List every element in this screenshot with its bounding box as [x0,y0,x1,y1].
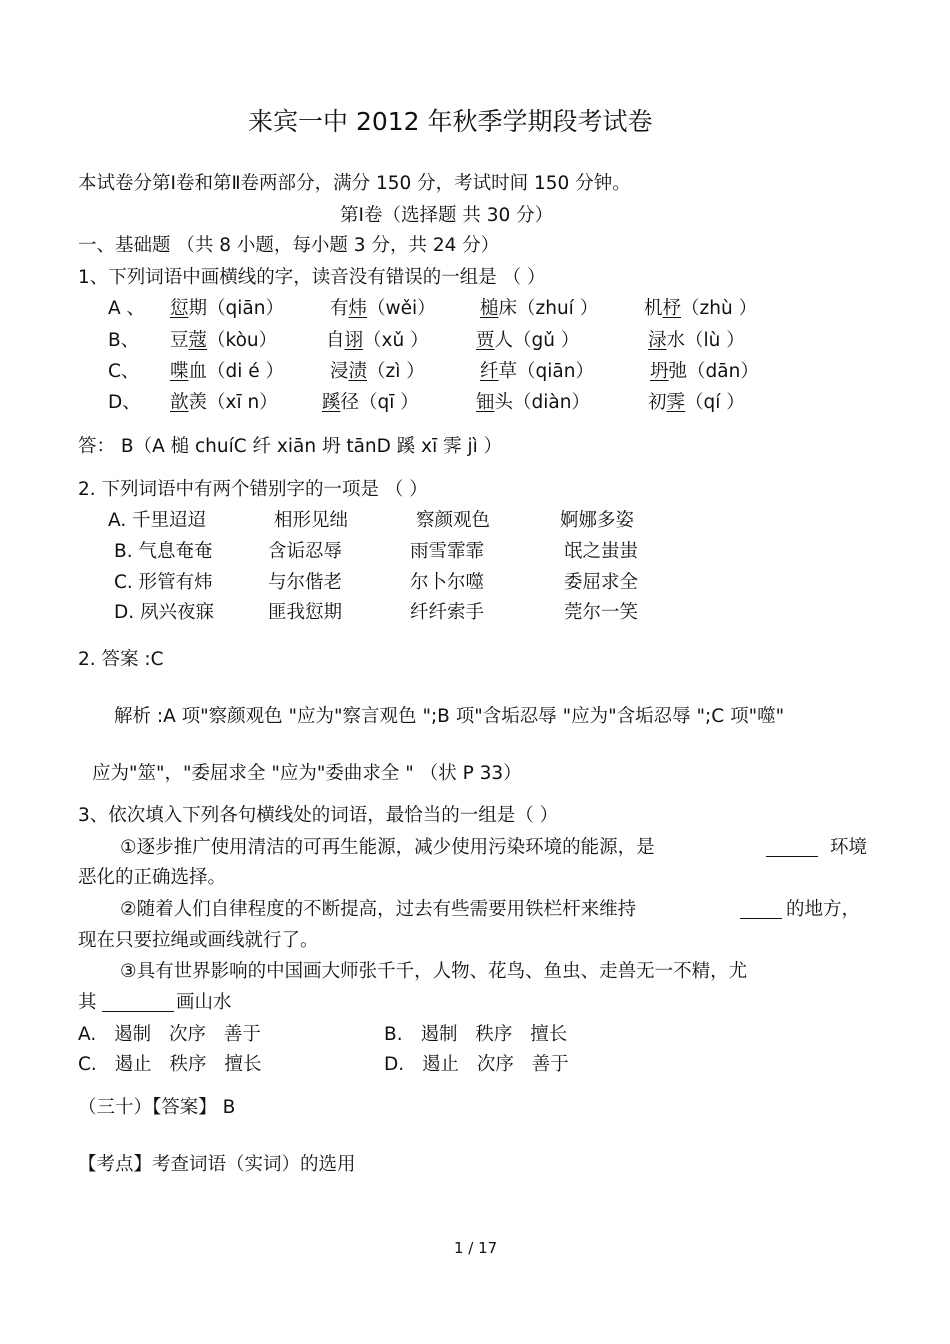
question-3-sentence-1 [120,836,655,860]
option-text: 有 [330,298,349,319]
option-item [170,329,277,353]
underlined-char: 渍 [348,361,368,382]
option-text: 人（gǔ ） [494,330,580,351]
sentence-text: ①逐步推广使用清洁的可再生能源，减少使用污染环境的能源，是 [120,837,655,858]
underlined-char: 歆 [170,392,189,413]
exam-intro: 本试卷分第Ⅰ卷和第Ⅱ卷两部分，满分 150 分，考试时间 150 分钟。 [78,173,631,194]
underlined-char: 霁 [666,392,686,413]
exam-title: 来宾一中 2012 年秋季学期段考试卷 [248,107,653,136]
option-label: A 、 [108,298,146,319]
option-label: C、 [108,361,140,382]
option-item [480,360,594,384]
option-text: （kòu） [207,330,278,351]
option-item [170,297,284,321]
question-2-row-b-3: 雨雪霏霏 [410,541,485,562]
question-2-row-a-2: 相形见绌 [274,510,349,531]
option-item [170,360,284,384]
option-item [322,391,419,415]
option-text: 初 [648,392,667,413]
question-2-row-b-2: 含诟忍辱 [268,541,343,562]
question-2-row-a-4: 婀娜多姿 [560,510,635,531]
option-item [170,391,278,415]
question-2-row-c-1: C. 形管有炜 [114,572,213,593]
option-item [476,391,590,415]
option-label: D、 [108,392,141,413]
question-3-sentence-3: ③具有世界影响的中国画大师张千千，人物、花鸟、鱼虫、走兽无一不精，尤 [120,961,748,982]
option-text: （qí ） [685,392,745,413]
question-3-stem: 3、依次填入下列各句横线处的词语，最恰当的一组是（ ） [78,805,559,826]
sentence-text: 的地方， [786,899,861,920]
option-text: （zhù ） [681,298,758,319]
underlined-char: 渌 [648,330,667,351]
part-heading: 一、基础题 （共 8 小题，每小题 3 分，共 24 分） [78,235,500,256]
option-text: 期（qiān） [188,298,284,319]
answer-blank-2 [740,900,782,919]
question-2-analysis-line1: 解析 :A 项"察颜观色 "应为"察言观色 ";B 项"含垢忍辱 "应为"含垢忍辱 ";C 项"噬" [114,706,785,727]
option-text: 头（diàn） [494,392,590,413]
underlined-char: 坍 [650,361,669,382]
option-item [644,297,757,321]
underlined-char: 喋 [170,361,189,382]
question-2-answer: 2. 答案 :C [78,649,164,670]
option-item [476,329,579,353]
option-text: 豆 [170,330,189,351]
sentence-text: 恶化的正确选择。 [78,867,227,888]
section-heading: 第Ⅰ卷（选择题 共 30 分） [340,205,554,226]
question-2-row-d-2: 匪我愆期 [268,602,343,623]
answer-blank-1 [766,838,818,857]
underlined-char: 钿 [476,392,495,413]
question-2-row-a-3: 察颜观色 [416,510,491,531]
underlined-char: 杼 [662,298,682,319]
question-2-stem: 2. 下列词语中有两个错别字的一项是 （ ） [78,479,428,500]
question-1-stem: 1、下列词语中画横线的字，读音没有错误的一组是 （ ） [78,267,546,288]
question-2-row-d-3: 纤纤索手 [410,602,485,623]
option-item [650,360,759,384]
option-text: 自 [326,330,345,351]
option-text: （zì ） [367,361,425,382]
option-text: 水（lù ） [666,330,745,351]
option-text: 草（qiān） [498,361,594,382]
underlined-char: 纤 [480,361,499,382]
question-2-row-d-4: 莞尔一笑 [564,602,639,623]
question-3-option-a: A. 遏制 次序 善于 [78,1024,261,1045]
question-2-row-c-4: 委屈求全 [564,572,639,593]
underlined-char: 蔻 [188,330,208,351]
underlined-char: 蹊 [322,392,341,413]
question-3-answer: （三十）【答案】 B [78,1097,236,1118]
option-item [330,360,425,384]
question-3-option-d: D. 遏止 次序 善于 [384,1054,569,1075]
sentence-text: 画山水 [176,992,232,1013]
option-item [648,329,745,353]
question-2-row-c-3: 尔卜尔噬 [410,572,485,593]
question-2-row-b-4: 氓之蚩蚩 [564,541,639,562]
option-item [330,297,436,321]
question-1-answer: 答： B（A 槌 chuíC 纤 xiān 坍 tānD 蹊 xī 霁 jì ） [78,436,503,457]
page-number: 1 / 17 [454,1239,498,1257]
option-label: B、 [108,330,140,351]
option-text: 羡（xī n） [188,392,278,413]
option-text: 床（zhuí ） [498,298,599,319]
question-2-row-a-1: A. 千里迢迢 [108,510,207,531]
question-3-point: 【考点】考查词语（实词）的选用 [78,1154,356,1175]
question-3-option-c: C. 遏止 秩序 擅长 [78,1054,262,1075]
option-text: （xǔ ） [363,330,429,351]
underlined-char: 愆 [170,298,189,319]
underlined-char: 槌 [480,298,499,319]
question-2-row-c-2: 与尔偕老 [268,572,343,593]
question-3-sentence-2: ②随着人们自律程度的不断提高，过去有些需要用铁栏杆来维持 [120,899,637,920]
question-2-row-b-1: B. 气息奄奄 [114,541,213,562]
option-text: 径（qī ） [340,392,419,413]
question-2-analysis-line2: 应为"筮"，"委屈求全 "应为"委曲求全 " （状 P 33） [92,763,522,784]
underlined-char: 诩 [344,330,364,351]
sentence-text: 现在只要拉绳或画线就行了。 [78,930,319,951]
option-item [480,297,598,321]
option-text: （wěi） [367,298,436,319]
sentence-text: 环境 [830,837,868,858]
question-3-option-b: B. 遏制 秩序 擅长 [384,1024,568,1045]
underlined-char: 贾 [476,330,495,351]
option-text: 血（di é ） [188,361,285,382]
option-text: 机 [644,298,663,319]
option-text: 浸 [330,361,349,382]
option-text: 弛（dān） [668,361,759,382]
underlined-char: 炜 [348,298,368,319]
option-item [326,329,429,353]
sentence-text: 其 [78,992,97,1013]
question-2-row-d-1: D. 夙兴夜寐 [114,602,215,623]
answer-blank-3 [102,993,174,1012]
option-item [648,391,745,415]
